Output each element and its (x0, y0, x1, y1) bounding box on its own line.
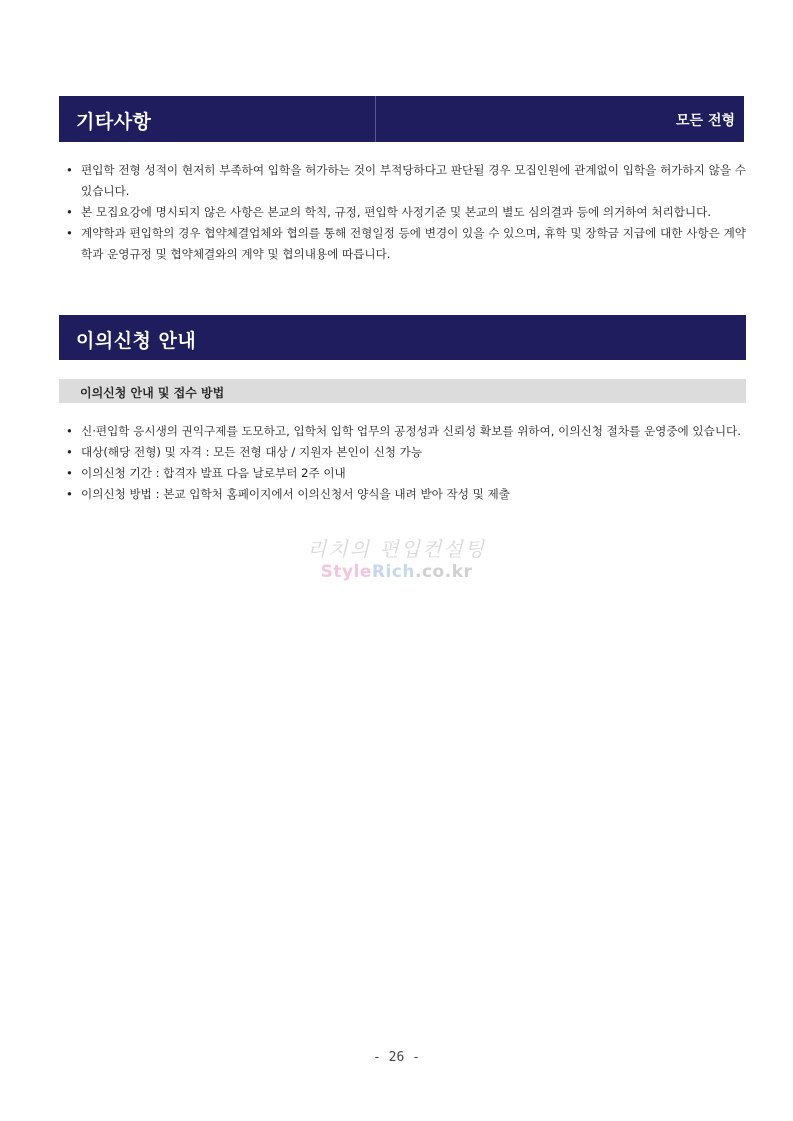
section-tag: 모든 전형 (676, 113, 735, 129)
section-title: 기타사항 (76, 111, 152, 133)
bullet-icon: • (66, 226, 73, 240)
section-header-misc (59, 96, 744, 142)
list-item: • 이의신청 방법 : 본교 입학처 홈페이지에서 이의신청서 양식을 내려 받아 작성 및 제출 (66, 484, 746, 505)
watermark-url: StyleRich.co.kr (320, 562, 473, 582)
subheading-bar (59, 379, 746, 403)
subheading: 이의신청 안내 및 접수 방법 (80, 386, 225, 400)
list-item: • 편입학 전형 성적이 현저히 부족하여 입학을 허가하는 것이 부적당하다고 판단될 경우 모집인원에 관계없이 입학을 허가하지 않을 수 있습니다. (66, 160, 746, 202)
bullet-icon: • (66, 445, 73, 459)
page-number: - 26 - (373, 1050, 420, 1065)
list-item: • 본 모집요강에 명시되지 않은 사항은 본교의 학칙, 규정, 편입학 사정기준 및 본교의 별도 심의결과 등에 의거하여 처리합니다. (66, 202, 746, 223)
bullet-icon: • (66, 163, 73, 177)
bullet-icon: • (66, 424, 73, 438)
list-item: • 계약학과 편입학의 경우 협약체결업체와 협의를 통해 전형일정 등에 변경이 있을 수 있으며, 휴학 및 장학금 지급에 대한 사항은 계약학과 운영규정 및 협약체결와의 계약 및 협의내용에 따릅니다. (66, 223, 746, 265)
list-item: • 이의신청 기간 : 합격자 발표 다음 날로부터 2주 이내 (66, 463, 746, 484)
list-item: • 신·편입학 응시생의 권익구제를 도모하고, 입학처 입학 업무의 공정성과 신뢰성 확보를 위하여, 이의신청 절차를 운영중에 있습니다. (66, 421, 746, 442)
bullet-icon: • (66, 487, 73, 501)
bullet-icon: • (66, 205, 73, 219)
objection-list (66, 421, 746, 505)
section-title: 이의신청 안내 (76, 330, 197, 352)
header-divider (375, 96, 376, 142)
bullet-icon: • (66, 466, 73, 480)
watermark-text: 리치의 편입컨설팅 (307, 537, 486, 561)
misc-list (66, 160, 746, 265)
section-header-objection (59, 315, 746, 360)
list-item: • 대상(해당 전형) 및 자격 : 모든 전형 대상 / 지원자 본인이 신청 가능 (66, 442, 746, 463)
